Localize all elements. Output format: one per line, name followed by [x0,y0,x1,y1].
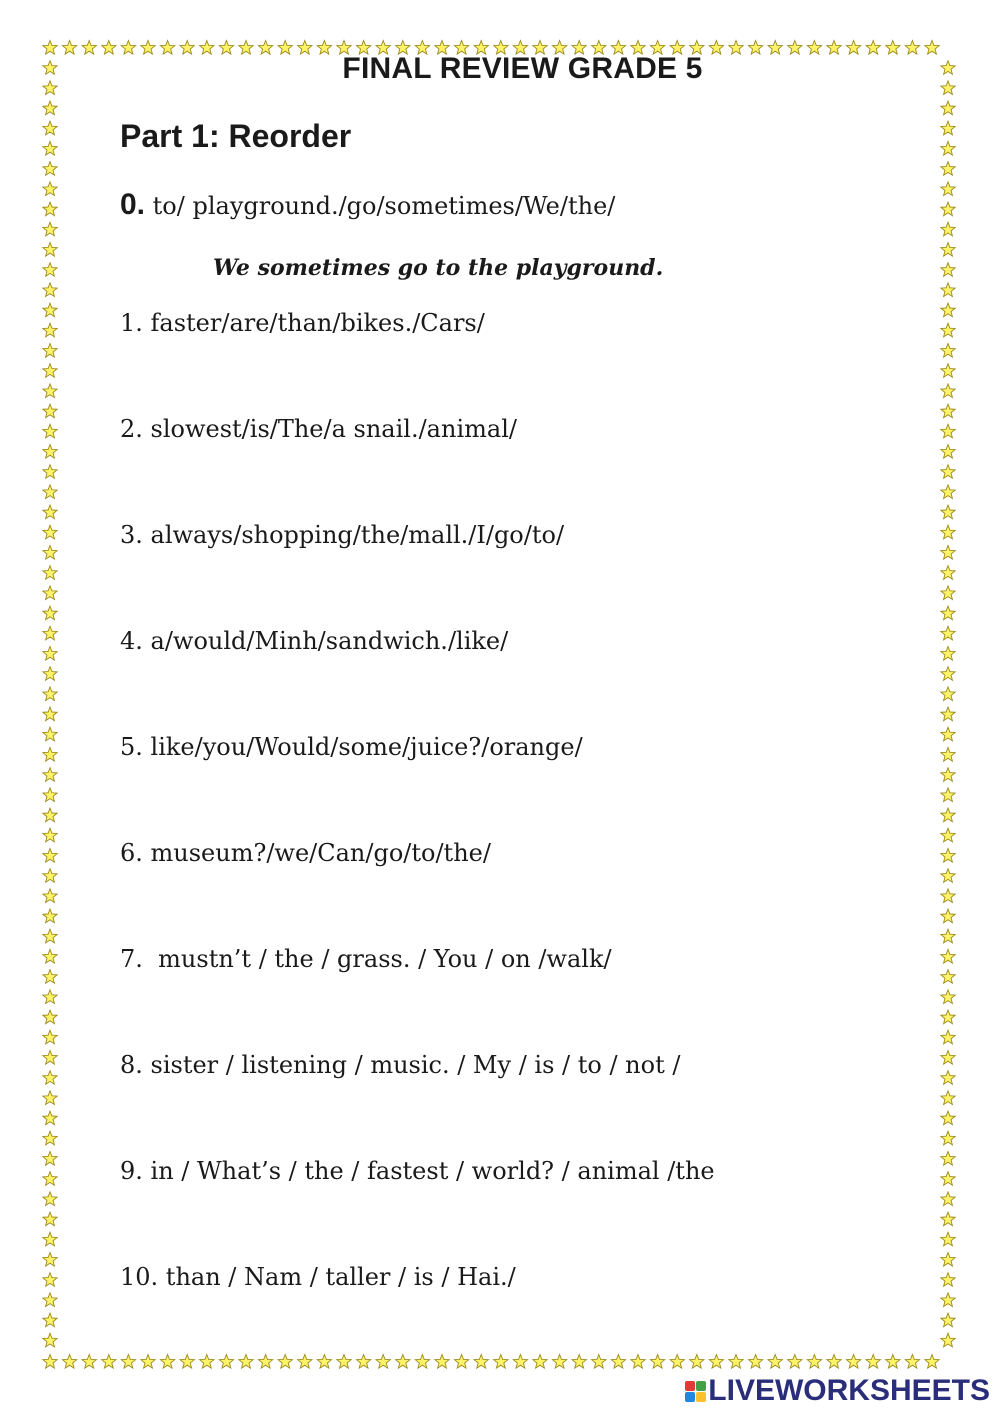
border-star [941,283,955,297]
border-star [43,1355,57,1369]
border-star [415,1355,429,1369]
border-star [513,1355,527,1369]
border-star [941,465,955,479]
border-star [435,1355,449,1369]
border-star [43,1010,57,1024]
border-star [941,970,955,984]
liveworksheets-brand: LIVEWORKSHEETS [708,1374,990,1407]
reorder-item-8: 8. sister / listening / music. / My / is / to / not / [120,1051,681,1079]
border-star [43,384,57,398]
border-star [43,1051,57,1065]
border-star [43,182,57,196]
example-prompt [120,188,615,222]
border-star [43,142,57,156]
border-star [592,1355,606,1369]
border-star [43,1071,57,1085]
border-star [866,1355,880,1369]
border-star [533,1355,547,1369]
reorder-item-10: 10. than / Nam / taller / is / Hai./ [120,1263,516,1291]
border-star [941,687,955,701]
border-star [121,1355,135,1369]
border-star [43,1152,57,1166]
border-star [43,828,57,842]
border-star [572,1355,586,1369]
border-star [670,1355,684,1369]
border-star [317,1355,331,1369]
border-star [43,445,57,459]
border-star [43,344,57,358]
border-star [768,1355,782,1369]
border-star [941,707,955,721]
border-star [941,364,955,378]
border-star [43,202,57,216]
border-star [807,1355,821,1369]
border-star [941,606,955,620]
border-star [102,1355,116,1369]
border-star [43,101,57,115]
border-star [43,121,57,135]
border-star [552,1355,566,1369]
border-star [941,243,955,257]
reorder-item-5: 5. like/you/Would/some/juice?/orange/ [120,733,583,761]
reorder-item-7: 7. mustn’t / the / grass. / You / on /walk/ [120,945,612,973]
border-star [239,1355,253,1369]
border-star [941,1313,955,1327]
border-star [941,1253,955,1267]
border-star [941,424,955,438]
border-star [941,828,955,842]
border-star [43,808,57,822]
border-star [941,1091,955,1105]
border-star [941,344,955,358]
border-star [43,1030,57,1044]
border-star [941,202,955,216]
border-star [941,808,955,822]
border-star [650,1355,664,1369]
border-star [941,1333,955,1347]
border-star [396,1355,410,1369]
border-star [43,243,57,257]
border-star [43,303,57,317]
border-star [219,1355,233,1369]
border-star [43,768,57,782]
border-star [43,1172,57,1186]
worksheet-title: FINAL REVIEW GRADE 5 [342,52,703,85]
border-star [941,1212,955,1226]
border-star [43,929,57,943]
border-star [43,1212,57,1226]
reorder-item-6: 6. museum?/we/Can/go/to/the/ [120,839,491,867]
border-star [941,667,955,681]
border-star [941,929,955,943]
liveworksheets-logo[interactable] [685,1374,990,1408]
border-star [941,525,955,539]
border-star [941,909,955,923]
border-star [941,727,955,741]
border-star [729,1355,743,1369]
reorder-item-3: 3. always/shopping/the/mall./I/go/to/ [120,521,565,549]
border-star [43,990,57,1004]
liveworksheets-logo-icon [685,1381,706,1402]
border-star [43,1192,57,1206]
logo-tile-green [696,1381,706,1391]
border-star [278,1355,292,1369]
border-star [337,1355,351,1369]
border-star [905,1355,919,1369]
reorder-item-4: 4. a/would/Minh/sandwich./like/ [120,627,509,655]
border-star [43,162,57,176]
border-star [43,788,57,802]
border-star [43,687,57,701]
border-star [43,849,57,863]
border-star [941,485,955,499]
border-star [941,1051,955,1065]
border-star [62,1355,76,1369]
border-star [941,748,955,762]
reorder-item-2: 2. slowest/is/The/a snail./animal/ [120,415,517,443]
border-star [43,889,57,903]
border-star [43,727,57,741]
border-star [376,1355,390,1369]
border-star [941,1192,955,1206]
border-star [43,424,57,438]
border-star [43,950,57,964]
border-star [941,1293,955,1307]
border-star [43,1091,57,1105]
border-star [200,1355,214,1369]
example-words: to/ playground./go/sometimes/We/the/ [145,192,616,220]
border-star [941,505,955,519]
logo-tile-red [685,1381,695,1391]
border-star [43,1333,57,1347]
border-star [43,404,57,418]
border-star [941,1111,955,1125]
border-star [690,1355,704,1369]
border-star [474,1355,488,1369]
border-star [941,869,955,883]
border-star [941,768,955,782]
border-star [941,142,955,156]
border-star [941,323,955,337]
border-star [43,465,57,479]
border-star [494,1355,508,1369]
border-star [941,222,955,236]
border-star [941,121,955,135]
border-star [941,1152,955,1166]
border-star [941,1172,955,1186]
border-star [611,1355,625,1369]
border-star [941,647,955,661]
border-star [748,1355,762,1369]
border-star [43,364,57,378]
border-star [43,525,57,539]
border-star [925,1355,939,1369]
border-star [941,445,955,459]
border-star [82,1355,96,1369]
border-star [43,1273,57,1287]
border-star [43,748,57,762]
border-star [788,1355,802,1369]
border-star [941,1273,955,1287]
border-star [941,586,955,600]
border-star [43,667,57,681]
border-star [43,606,57,620]
border-star [941,101,955,115]
border-star [886,1355,900,1369]
border-star [941,788,955,802]
border-star [180,1355,194,1369]
border-star [160,1355,174,1369]
border-star [941,889,955,903]
example-number: 0. [120,188,146,221]
border-star [631,1355,645,1369]
border-star [43,909,57,923]
border-star [43,283,57,297]
border-star [141,1355,155,1369]
border-star [43,1111,57,1125]
border-star [43,1293,57,1307]
border-star [43,707,57,721]
border-star [709,1355,723,1369]
border-star [941,626,955,640]
border-star [43,546,57,560]
reorder-item-1: 1. faster/are/than/bikes./Cars/ [120,309,485,337]
border-star [941,950,955,964]
border-star [941,1030,955,1044]
border-star [43,505,57,519]
border-star [941,404,955,418]
border-star [941,162,955,176]
border-star [43,1232,57,1246]
border-star [43,263,57,277]
border-star [941,1232,955,1246]
border-star [941,1010,955,1024]
border-star [43,869,57,883]
border-star [846,1355,860,1369]
border-star [43,222,57,236]
border-star [298,1355,312,1369]
border-star [43,1253,57,1267]
border-star [941,303,955,317]
border-star [43,323,57,337]
border-star [941,182,955,196]
border-star [941,263,955,277]
border-star [941,990,955,1004]
logo-tile-blue [685,1392,695,1402]
border-star [941,566,955,580]
reorder-item-9: 9. in / What’s / the / fastest / world? / animal /the [120,1157,715,1185]
border-star [43,586,57,600]
border-star [43,647,57,661]
border-star [43,1131,57,1145]
logo-tile-yellow [696,1392,706,1402]
example-answer: We sometimes go to the playground. [213,255,664,281]
border-star [43,970,57,984]
border-star [941,849,955,863]
border-star [827,1355,841,1369]
border-star [43,1313,57,1327]
border-star [941,1131,955,1145]
border-star [356,1355,370,1369]
border-star [258,1355,272,1369]
part-heading: Part 1: Reorder [120,118,352,154]
border-star [941,1071,955,1085]
border-star [941,384,955,398]
border-star [43,626,57,640]
border-star [454,1355,468,1369]
border-star [43,566,57,580]
border-star [941,546,955,560]
border-star [43,485,57,499]
